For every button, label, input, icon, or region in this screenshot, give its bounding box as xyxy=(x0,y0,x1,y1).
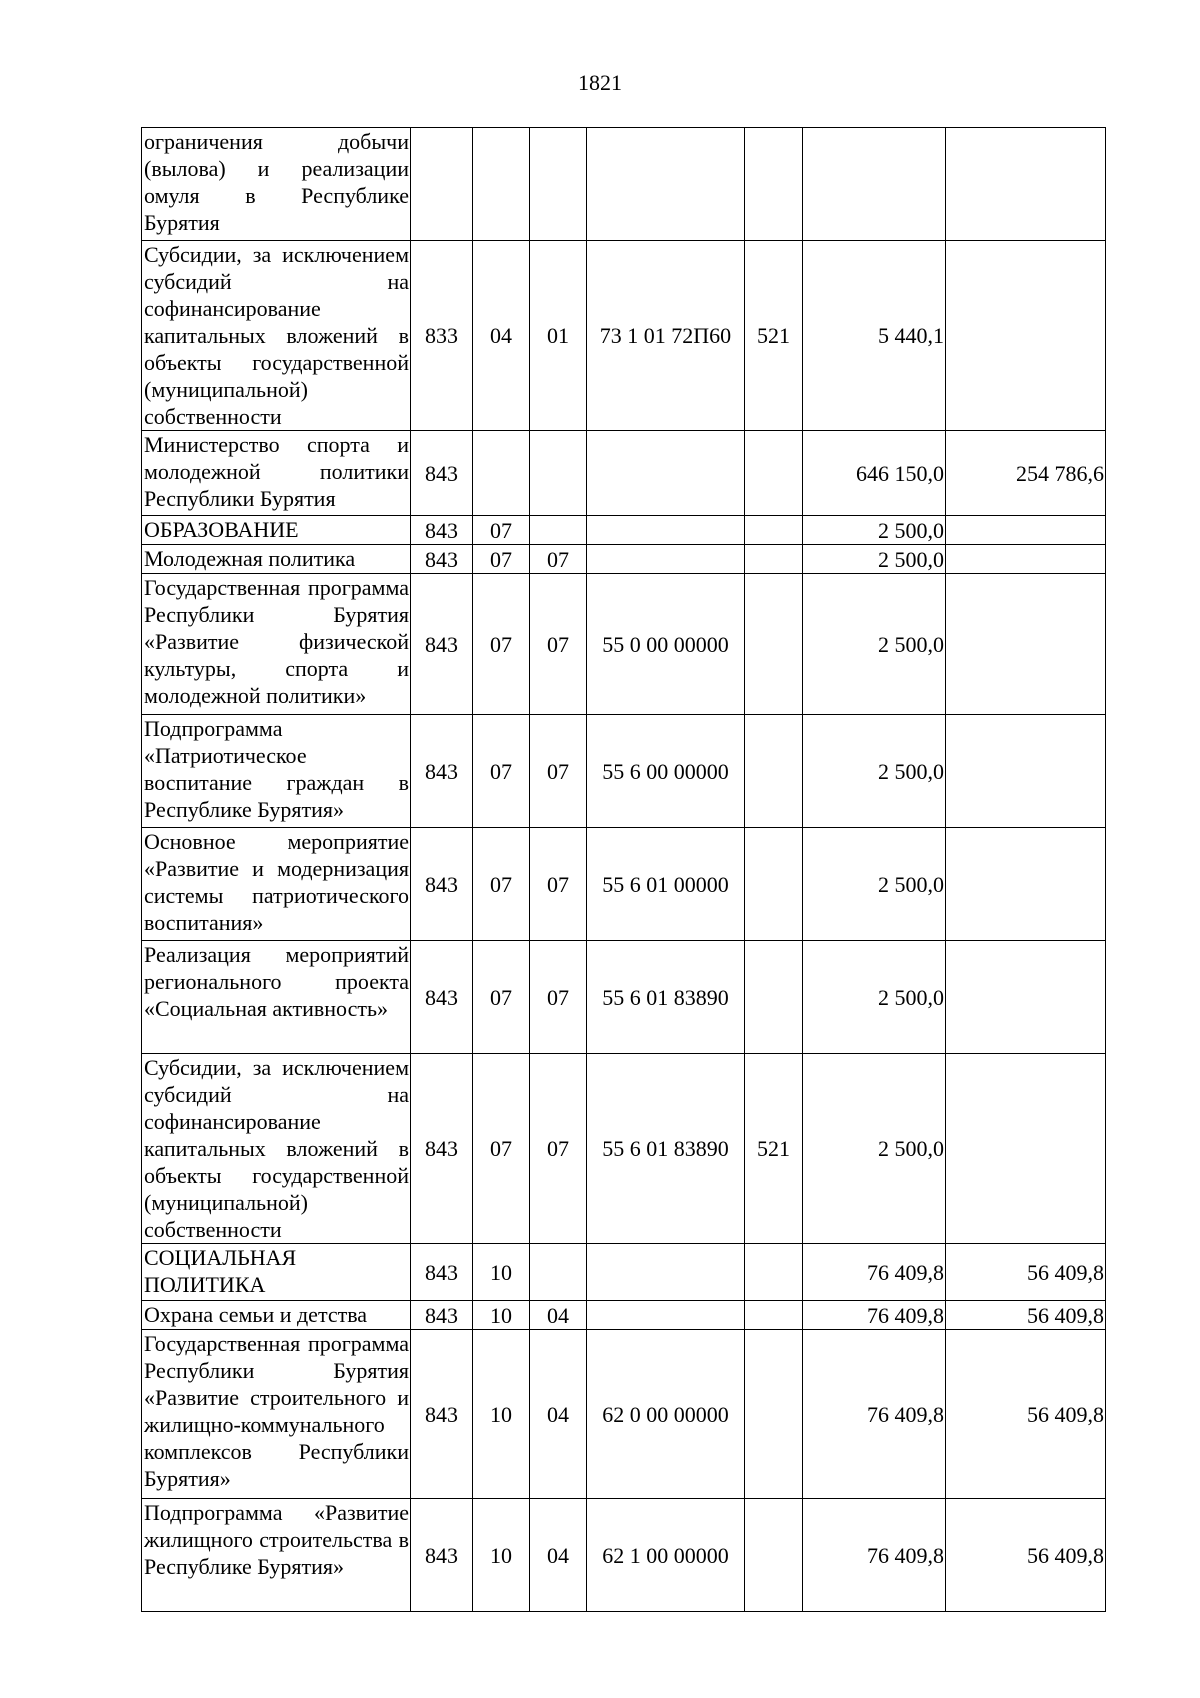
cell-section: 10 xyxy=(473,1301,530,1330)
table-row xyxy=(142,516,1106,545)
cell-expense-type xyxy=(745,1244,803,1301)
table-row xyxy=(142,431,1106,516)
cell-ministry: 843 xyxy=(411,431,473,516)
cell-amount-2 xyxy=(946,545,1106,574)
cell-subsection: 04 xyxy=(530,1330,587,1499)
cell-amount-2 xyxy=(946,241,1106,431)
cell-amount-2 xyxy=(946,574,1106,715)
cell-ministry: 843 xyxy=(411,516,473,545)
cell-ministry: 843 xyxy=(411,545,473,574)
cell-name: Субсидии, за исключением субсидий на софинансирование капитальных вложений в объекты государственной (муниципальной) собственности xyxy=(142,1054,411,1244)
cell-target-article: 62 0 00 00000 xyxy=(587,1330,745,1499)
table-row xyxy=(142,941,1106,1054)
cell-section: 07 xyxy=(473,715,530,828)
cell-subsection xyxy=(530,516,587,545)
table-row xyxy=(142,128,1106,241)
cell-subsection: 04 xyxy=(530,1499,587,1612)
cell-expense-type xyxy=(745,1301,803,1330)
cell-ministry: 843 xyxy=(411,828,473,941)
cell-target-article: 73 1 01 72П60 xyxy=(587,241,745,431)
cell-expense-type xyxy=(745,941,803,1054)
cell-name: Основное мероприятие «Развитие и модернизация системы патриотического воспитания» xyxy=(142,828,411,941)
cell-expense-type xyxy=(745,1499,803,1612)
cell-ministry: 843 xyxy=(411,1301,473,1330)
cell-amount-1: 2 500,0 xyxy=(803,715,946,828)
cell-amount-2 xyxy=(946,516,1106,545)
cell-amount-1: 5 440,1 xyxy=(803,241,946,431)
budget-table xyxy=(141,127,1106,1612)
cell-amount-1 xyxy=(803,128,946,241)
cell-section: 07 xyxy=(473,574,530,715)
cell-subsection: 07 xyxy=(530,941,587,1054)
cell-amount-2: 56 409,8 xyxy=(946,1244,1106,1301)
cell-amount-1: 76 409,8 xyxy=(803,1301,946,1330)
cell-amount-1: 2 500,0 xyxy=(803,574,946,715)
cell-expense-type xyxy=(745,431,803,516)
cell-target-article: 55 6 00 00000 xyxy=(587,715,745,828)
cell-subsection xyxy=(530,431,587,516)
table-row xyxy=(142,1301,1106,1330)
table-row xyxy=(142,715,1106,828)
cell-section: 07 xyxy=(473,545,530,574)
cell-subsection: 07 xyxy=(530,715,587,828)
cell-amount-2 xyxy=(946,1054,1106,1244)
cell-name: Реализация мероприятий регионального проекта «Социальная активность» xyxy=(142,941,411,1054)
table-row xyxy=(142,574,1106,715)
cell-name: Субсидии, за исключением субсидий на софинансирование капитальных вложений в объекты государственной (муниципальной) собственности xyxy=(142,241,411,431)
cell-section: 07 xyxy=(473,1054,530,1244)
cell-subsection: 04 xyxy=(530,1301,587,1330)
cell-amount-1: 76 409,8 xyxy=(803,1499,946,1612)
table-row xyxy=(142,828,1106,941)
cell-subsection: 07 xyxy=(530,574,587,715)
cell-name: Министерство спорта и молодежной политики Республики Бурятия xyxy=(142,431,411,516)
cell-name: Государственная программа Республики Бурятия «Развитие физической культуры, спорта и молодежной политики» xyxy=(142,574,411,715)
cell-amount-2 xyxy=(946,941,1106,1054)
cell-amount-1: 2 500,0 xyxy=(803,828,946,941)
cell-subsection xyxy=(530,1244,587,1301)
cell-ministry xyxy=(411,128,473,241)
cell-amount-2: 254 786,6 xyxy=(946,431,1106,516)
cell-amount-2: 56 409,8 xyxy=(946,1330,1106,1499)
cell-section: 07 xyxy=(473,941,530,1054)
cell-subsection: 07 xyxy=(530,545,587,574)
cell-amount-1: 2 500,0 xyxy=(803,516,946,545)
cell-expense-type xyxy=(745,574,803,715)
cell-name: СОЦИАЛЬНАЯ ПОЛИТИКА xyxy=(142,1244,411,1301)
cell-amount-1: 76 409,8 xyxy=(803,1330,946,1499)
cell-amount-2: 56 409,8 xyxy=(946,1301,1106,1330)
cell-target-article xyxy=(587,516,745,545)
cell-subsection: 07 xyxy=(530,1054,587,1244)
cell-ministry: 843 xyxy=(411,1330,473,1499)
cell-amount-1: 2 500,0 xyxy=(803,1054,946,1244)
cell-expense-type xyxy=(745,828,803,941)
cell-name: Государственная программа Республики Бурятия «Развитие строительного и жилищно-коммунального комплексов Республики Бурятия» xyxy=(142,1330,411,1499)
cell-target-article: 55 6 01 00000 xyxy=(587,828,745,941)
cell-name: Подпрограмма «Развитие жилищного строительства в Республике Бурятия» xyxy=(142,1499,411,1612)
cell-amount-1: 76 409,8 xyxy=(803,1244,946,1301)
cell-subsection: 01 xyxy=(530,241,587,431)
cell-section: 10 xyxy=(473,1330,530,1499)
cell-ministry: 843 xyxy=(411,1054,473,1244)
cell-name: ОБРАЗОВАНИЕ xyxy=(142,516,411,545)
cell-target-article: 55 0 00 00000 xyxy=(587,574,745,715)
cell-target-article xyxy=(587,545,745,574)
cell-ministry: 833 xyxy=(411,241,473,431)
cell-ministry: 843 xyxy=(411,715,473,828)
cell-section: 07 xyxy=(473,516,530,545)
table-row xyxy=(142,1499,1106,1612)
table-row xyxy=(142,241,1106,431)
page-number: 1821 xyxy=(578,70,622,95)
cell-ministry: 843 xyxy=(411,1499,473,1612)
cell-amount-2: 56 409,8 xyxy=(946,1499,1106,1612)
cell-amount-1: 2 500,0 xyxy=(803,941,946,1054)
cell-target-article xyxy=(587,128,745,241)
cell-subsection xyxy=(530,128,587,241)
cell-expense-type: 521 xyxy=(745,241,803,431)
cell-section: 10 xyxy=(473,1244,530,1301)
cell-amount-2 xyxy=(946,828,1106,941)
cell-name: Молодежная политика xyxy=(142,545,411,574)
cell-section xyxy=(473,128,530,241)
cell-name: Подпрограмма «Патриотическое воспитание граждан в Республике Бурятия» xyxy=(142,715,411,828)
cell-expense-type: 521 xyxy=(745,1054,803,1244)
cell-ministry: 843 xyxy=(411,1244,473,1301)
cell-section: 04 xyxy=(473,241,530,431)
table-row xyxy=(142,1330,1106,1499)
cell-target-article xyxy=(587,1244,745,1301)
cell-name: Охрана семьи и детства xyxy=(142,1301,411,1330)
cell-expense-type xyxy=(745,128,803,241)
cell-amount-1: 2 500,0 xyxy=(803,545,946,574)
cell-expense-type xyxy=(745,516,803,545)
cell-section: 10 xyxy=(473,1499,530,1612)
cell-expense-type xyxy=(745,1330,803,1499)
cell-section xyxy=(473,431,530,516)
table-row xyxy=(142,545,1106,574)
cell-ministry: 843 xyxy=(411,941,473,1054)
cell-section: 07 xyxy=(473,828,530,941)
cell-target-article: 55 6 01 83890 xyxy=(587,1054,745,1244)
cell-target-article xyxy=(587,1301,745,1330)
cell-target-article xyxy=(587,431,745,516)
cell-target-article: 55 6 01 83890 xyxy=(587,941,745,1054)
cell-expense-type xyxy=(745,545,803,574)
cell-amount-1: 646 150,0 xyxy=(803,431,946,516)
table-body xyxy=(142,128,1106,1612)
cell-name: ограничения добычи (вылова) и реализации омуля в Республике Бурятия xyxy=(142,128,411,241)
cell-amount-2 xyxy=(946,128,1106,241)
cell-subsection: 07 xyxy=(530,828,587,941)
table-row xyxy=(142,1244,1106,1301)
table-row xyxy=(142,1054,1106,1244)
cell-ministry: 843 xyxy=(411,574,473,715)
cell-amount-2 xyxy=(946,715,1106,828)
cell-expense-type xyxy=(745,715,803,828)
cell-target-article: 62 1 00 00000 xyxy=(587,1499,745,1612)
